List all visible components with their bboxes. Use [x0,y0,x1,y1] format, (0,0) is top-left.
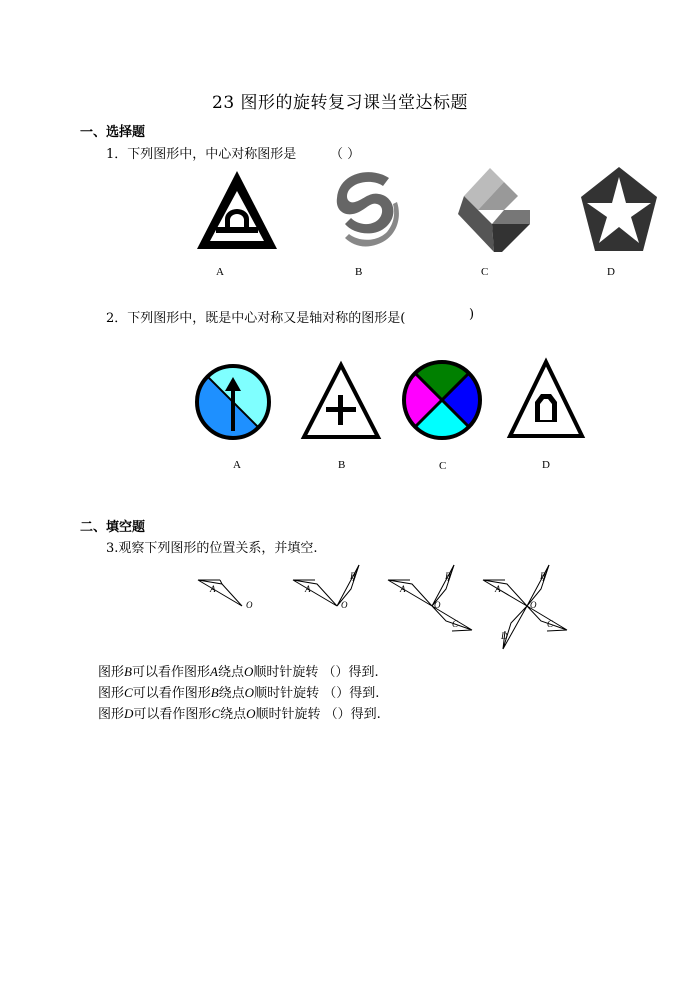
q1-option-d-label: D [607,266,615,278]
q3-fig3-label-o: O [434,600,441,610]
page-title: 23 图形的旋转复习课当堂达标题 [212,93,469,113]
q2-option-a-label: A [233,459,241,471]
q3-fig4-label-b: B [540,571,546,581]
section-heading-choice: 一、选择题 [80,125,146,140]
fill-blank-1[interactable]: （） [322,665,349,680]
q3-fig1-label-o: O [246,600,253,610]
fill-line-2: 图形C可以看作图形B绕点O顺时针旋转 （）得到. [98,685,380,701]
question-2-blank-close[interactable]: ) [469,307,475,322]
question-1-blank[interactable]: （ ） [330,147,361,162]
fill-line-1: 图形B可以看作图形A绕点O顺时针旋转 （）得到. [98,664,379,680]
q3-fig3-label-a: A [400,584,406,594]
q2-option-c-label: C [439,460,447,472]
q1-option-a-image[interactable] [194,167,280,253]
q1-option-b-label: B [355,266,363,278]
q1-option-a-label: A [216,266,224,278]
q3-fig2-label-b: B [350,571,356,581]
q2-option-c-image[interactable] [401,358,483,442]
q3-figure-4 [481,563,571,653]
q2-option-b-label: B [338,459,346,471]
q3-fig2-label-a: A [305,584,311,594]
q3-fig4-label-d: D [501,631,508,641]
fill-blank-2[interactable]: （） [323,686,350,701]
question-3-text: 3.观察下列图形的位置关系，并填空. [106,541,318,556]
q1-option-b-image[interactable] [331,168,405,248]
q3-fig4-label-a: A [495,584,501,594]
q3-fig4-label-c: C [547,619,554,629]
q3-fig3-label-c: C [452,619,459,629]
q2-option-a-image[interactable] [194,363,272,441]
section-heading-fill: 二、填空题 [80,520,146,535]
q1-option-c-image[interactable] [456,166,532,258]
fill-blank-3[interactable]: （） [324,707,351,722]
q3-figure-2 [291,563,363,611]
question-2-text: 2．下列图形中，既是中心对称又是轴对称的图形是( [106,311,406,326]
q1-option-d-image[interactable] [579,165,659,255]
q3-fig4-label-o: O [530,600,537,610]
q3-figure-3 [386,563,476,635]
q2-option-d-image[interactable] [507,358,585,440]
q2-option-d-label: D [542,459,550,471]
q3-fig3-label-b: B [445,571,451,581]
q3-fig1-label-a: A [210,584,216,594]
q3-figure-1 [196,578,258,612]
q1-option-c-label: C [481,266,489,278]
q2-option-b-image[interactable] [301,361,381,441]
question-1-text: 1．下列图形中，中心对称图形是 [106,147,297,162]
q3-fig2-label-o: O [341,600,348,610]
fill-line-3: 图形D可以看作图形C绕点O顺时针旋转 （）得到. [98,706,381,722]
